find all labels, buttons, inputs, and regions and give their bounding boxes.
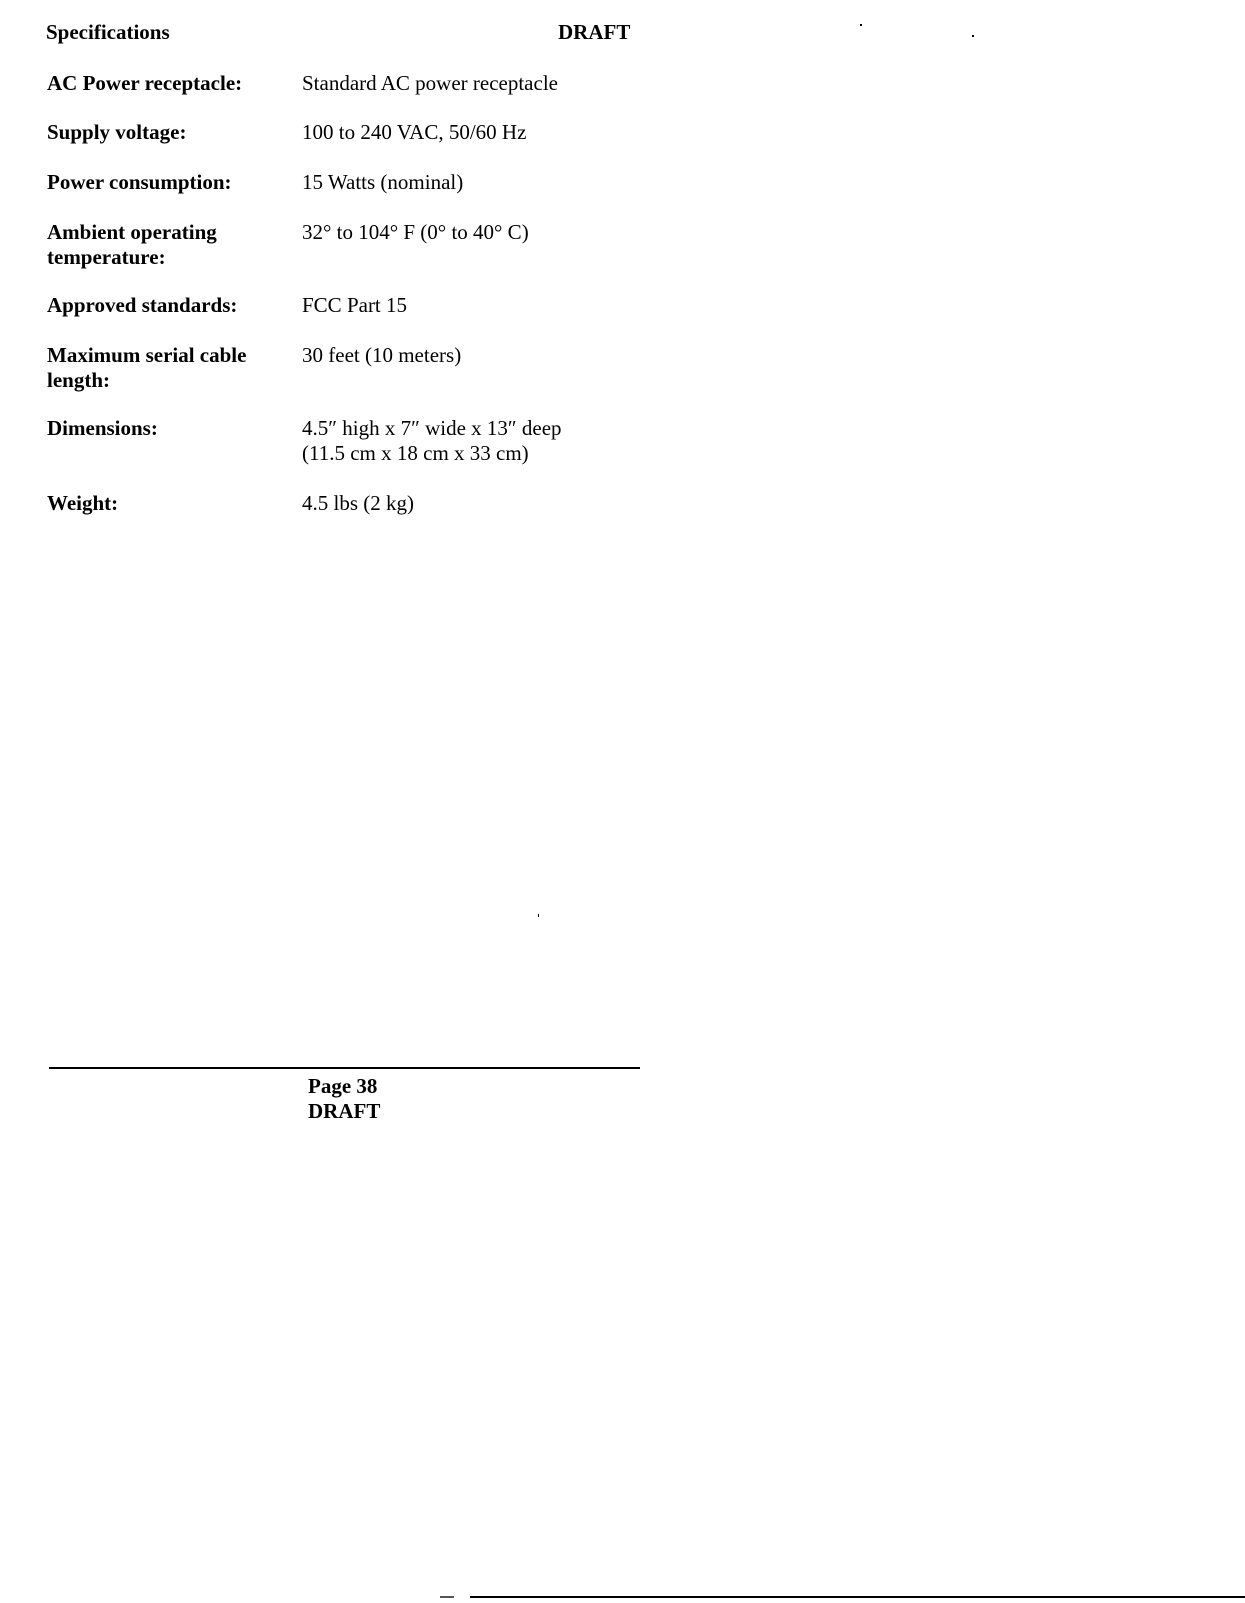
spec-value	[302, 416, 662, 466]
spec-value	[302, 120, 662, 145]
spec-value	[302, 343, 662, 368]
spec-value	[302, 71, 662, 96]
footer-divider	[49, 1067, 640, 1069]
spec-value	[302, 491, 662, 516]
spec-value-line: 4.5 lbs (2 kg)	[302, 491, 414, 515]
spec-value-line: 100 to 240 VAC, 50/60 Hz	[302, 120, 527, 144]
spec-value-line: 4.5″ high x 7″ wide x 13″ deep	[302, 416, 562, 440]
spec-value-line: (11.5 cm x 18 cm x 33 cm)	[302, 441, 529, 465]
scan-speck	[972, 35, 974, 37]
section-title: Specifications	[46, 20, 170, 44]
spec-label-line: Ambient operating	[47, 220, 217, 244]
spec-value-line: 15 Watts (nominal)	[302, 170, 464, 194]
spec-label: Supply voltage:	[47, 120, 187, 144]
scan-edge-line	[470, 1596, 1245, 1598]
spec-label	[47, 343, 277, 393]
spec-label-line: temperature:	[47, 245, 166, 269]
scan-speck	[860, 24, 862, 26]
spec-label: Power consumption:	[47, 170, 232, 194]
spec-value	[302, 220, 662, 245]
page-number: Page 38	[308, 1074, 378, 1098]
spec-value-line: FCC Part 15	[302, 293, 408, 317]
spec-value	[302, 293, 662, 318]
draft-watermark-header: DRAFT	[558, 20, 631, 44]
scan-edge-mark	[440, 1596, 454, 1598]
spec-value	[302, 170, 662, 195]
spec-label-line: Maximum serial cable	[47, 343, 247, 367]
spec-value-line: 32° to 104° F (0° to 40° C)	[302, 220, 529, 244]
spec-label: Approved standards:	[47, 293, 238, 317]
spec-label-line: length:	[47, 368, 110, 392]
spec-value-line: Standard AC power receptacle	[302, 71, 558, 95]
spec-label	[47, 220, 277, 270]
spec-label: Weight:	[47, 491, 119, 515]
draft-watermark-footer: DRAFT	[308, 1099, 381, 1123]
spec-label: AC Power receptacle:	[47, 71, 243, 95]
spec-value-line: 30 feet (10 meters)	[302, 343, 462, 367]
spec-label: Dimensions:	[47, 416, 158, 440]
scan-speck	[538, 914, 539, 917]
